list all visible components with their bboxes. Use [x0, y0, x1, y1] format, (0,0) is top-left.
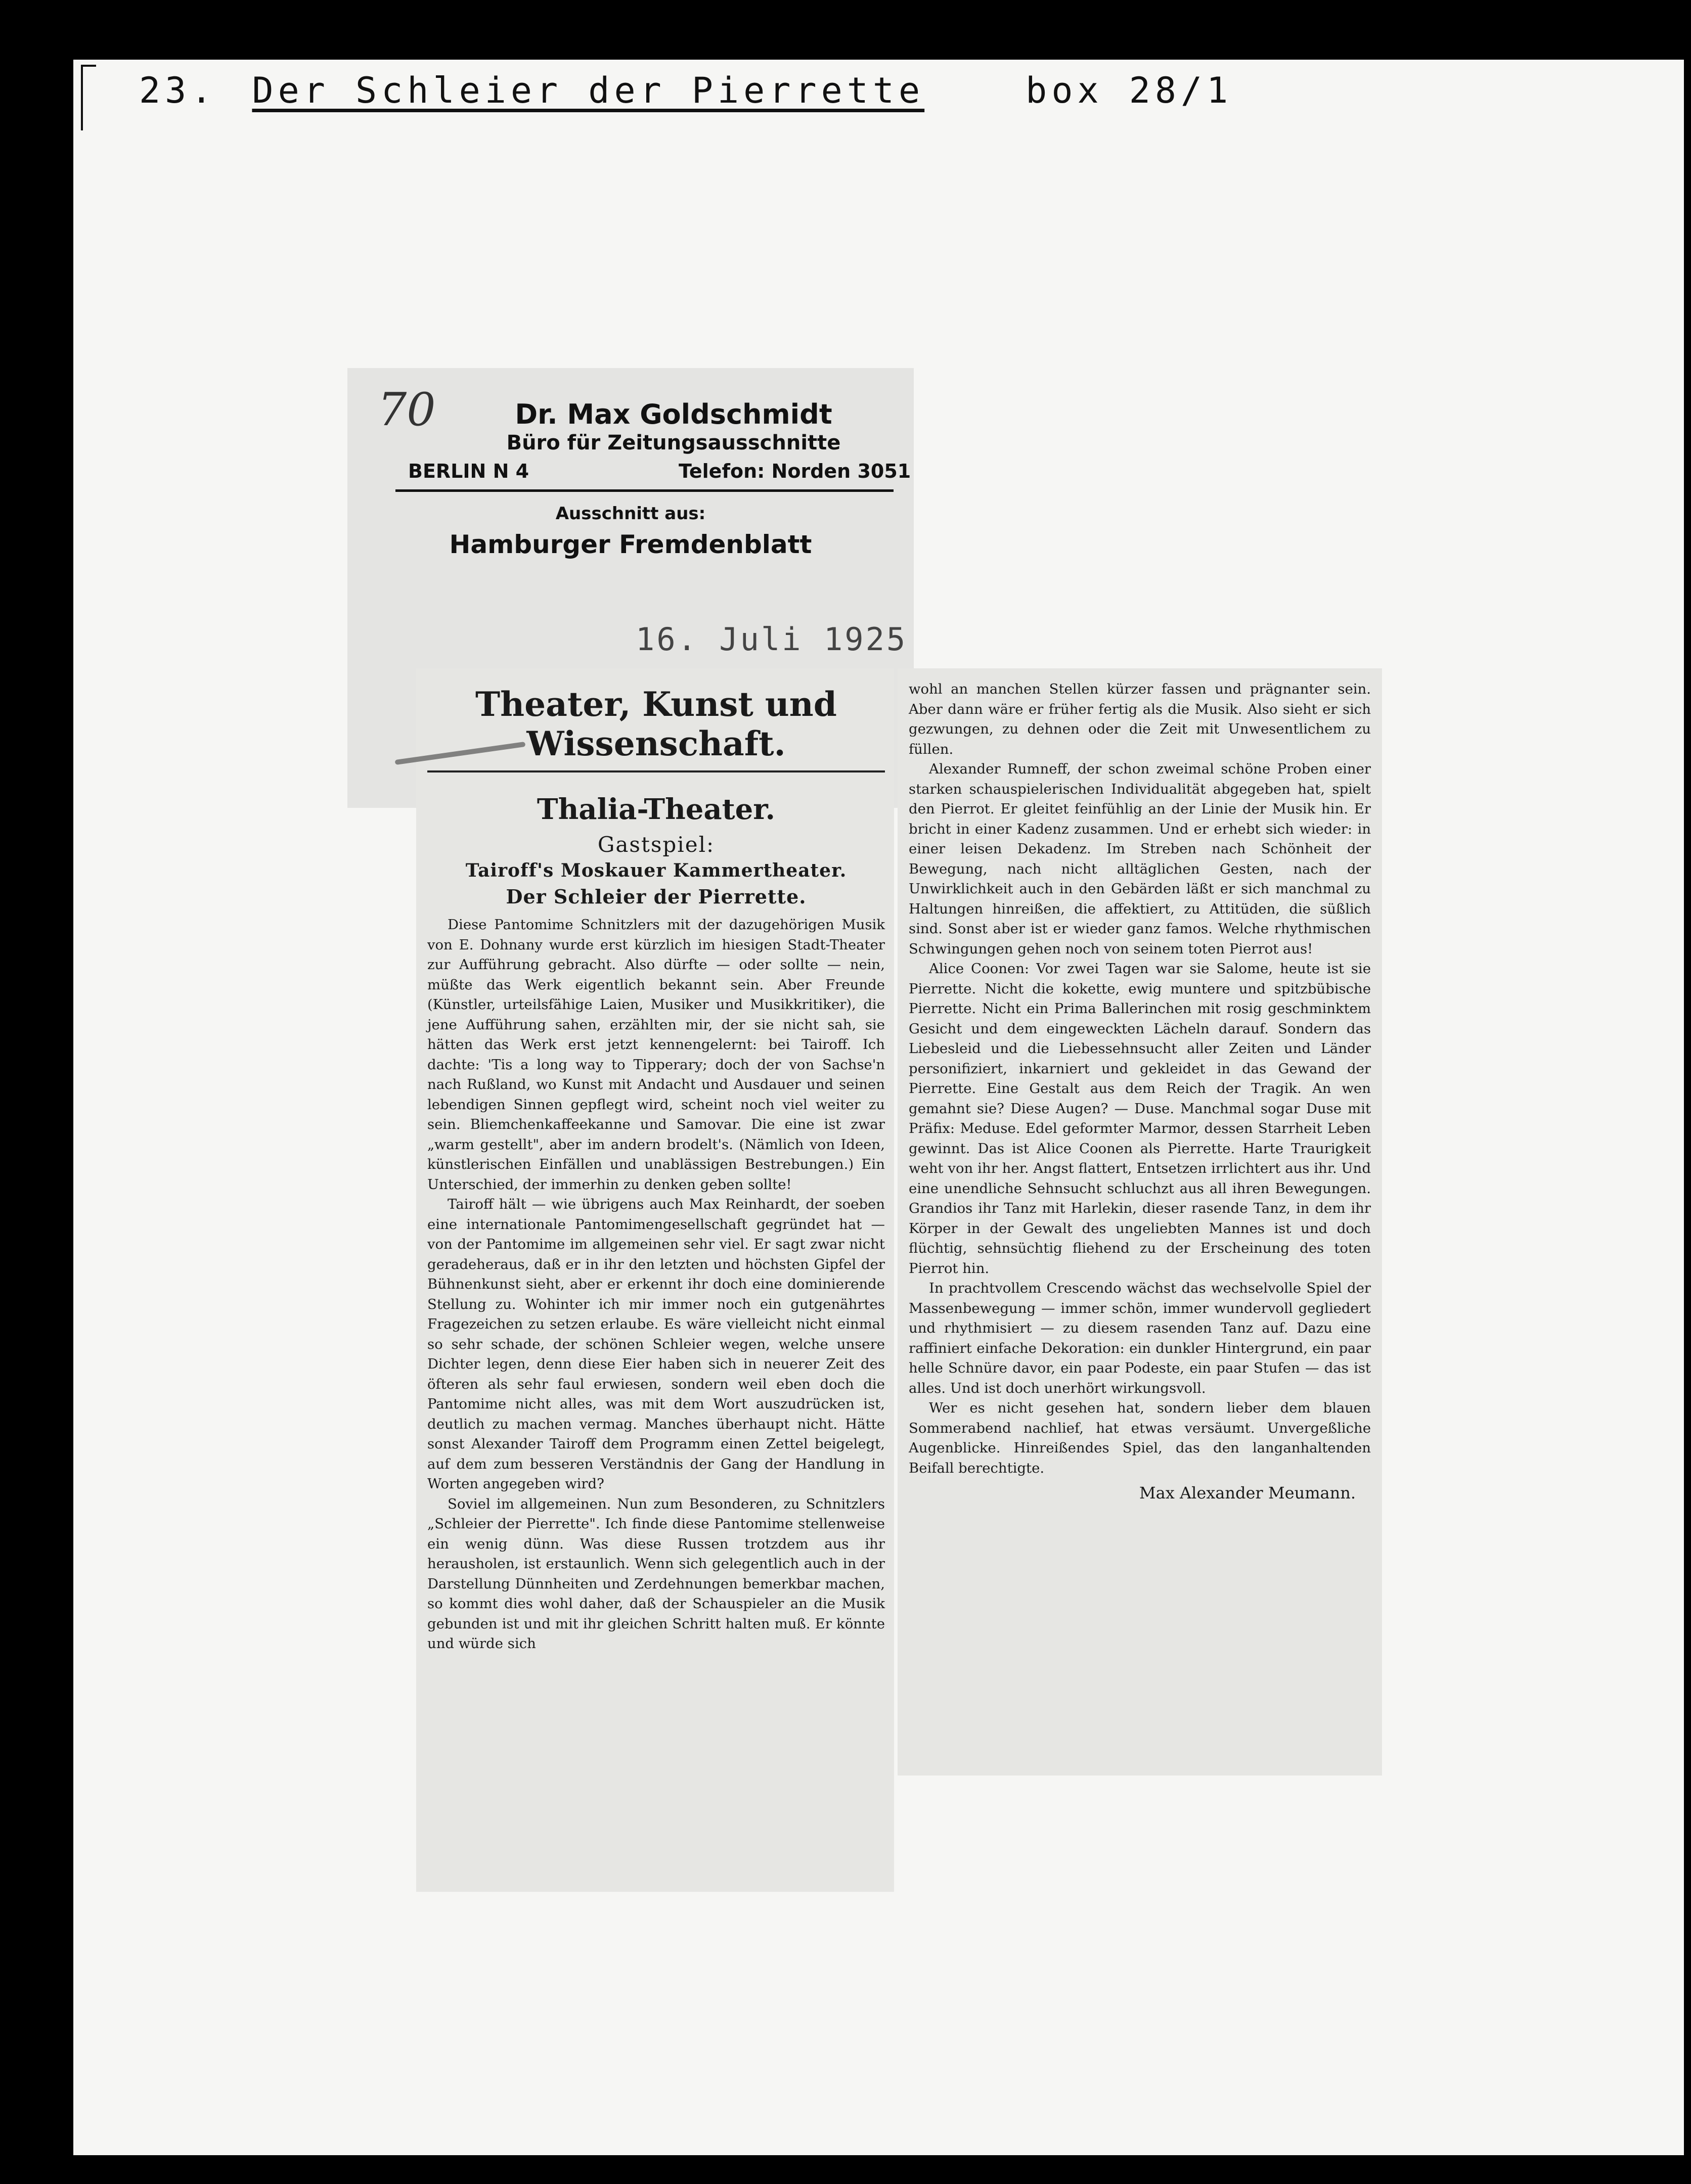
ensemble-heading: Tairoff's Moskauer Kammertheater.	[465, 860, 847, 881]
piece-heading: Der Schleier der Pierrette.	[506, 885, 807, 908]
article-paragraph: Diese Pantomime Schnitzlers mit der dazugehörigen Musik von E. Dohnany wurde erst kürzlich im hiesigen Stadt-Theater zur Aufführung gebracht. Also dürfte — oder sollte — nein, müßte das Werk eigentlich bekannt sein. Aber Freunde (Künstler, urteilsfähige Laien, Musiker und Musikkritiker), die jene Aufführung sahen, erzählten mir, der sie nicht sah, sie hätten das Werk erst jetzt kennengelernt: bei Tairoff. Ich dachte: 'Tis a long way to Tipperary; doch der von Sachse'n nach Rußland, wo Kunst mit Andacht und Ausdauer und seinen lebendigen Sinnen gepflegt wird, scheint noch viel weiter zu sein. Bliemchenkaffeekanne und Samovar. Die eine ist zwar „warm gestellt", aber im andern brodelt's. (Nämlich von Ideen, künstlerischen Einfällen und unablässigen Bestrebungen.) Ein Unterschied, der immerhin zu denken geben sollte!	[427, 917, 885, 1193]
article-column-right	[898, 668, 1382, 1776]
article-paragraph: Alexander Rumneff, der schon zweimal schöne Proben einer starken schauspielerischen Individualität abgegeben hat, spielt den Pierrot. Er gleitet feinfühlig an der Linie der Musik hin. Er bricht in einer Kadenz zusammen. Und er erhebt sich wieder: in einer leisen Dekadenz. Im Streben nach Schönheit der Bewegung, nach nicht alltäglichen Gesten, nach der Unwirklichkeit auch in den Gebärden läßt er sich manchmal zu Haltungen hinreißen, die affektiert, zu Attitüden, die süßlich sind. Sonst aber ist er wieder ganz famos. Welche rhythmischen Schwingungen gehen noch von seinem toten Pierrot aus!	[909, 761, 1371, 957]
newspaper-name: Hamburger Fremdenblatt	[449, 530, 812, 559]
agency-city: BERLIN N 4	[408, 460, 529, 482]
section-heading: Theater, Kunst und Wissenschaft.	[427, 685, 885, 772]
item-title: Der Schleier der Pierrette	[252, 70, 925, 111]
article-paragraph: wohl an manchen Stellen kürzer fassen und prägnanter sein. Aber dann wäre er früher fertig als die Musik. Also sieht er sich gezwungen, zu dehnen oder die Zeit mit Unwesentlichem zu füllen.	[909, 681, 1371, 757]
theater-heading: Thalia-Theater.	[537, 793, 776, 826]
corner-mark	[81, 65, 83, 130]
corner-mark-top	[81, 65, 96, 67]
agency-subtitle: Büro für Zeitungsausschnitte	[506, 431, 841, 454]
article-paragraph: Tairoff hält — wie übrigens auch Max Reinhardt, der soeben eine internationale Pantomimengesellschaft gegründet hat — von der Pantomime im allgemeinen sehr viel. Er sagt zwar nicht geradeheraus, daß er in ihr den letzten und höchsten Gipfel der Bühnenkunst sieht, aber er erkennt ihr doch eine dominierende Stellung zu. Wohinter ich mir immer noch ein gutgenährtes Fragezeichen zu setzen erlaube. Es wäre vielleicht nicht einmal so sehr schade, der schönen Schleier wegen, welche unsere Dichter legen, denn diese Eier haben sich in neuerer Zeit des öfteren als sehr faul erwiesen, sondern weil eben doch die Pantomime nicht alles, was mit dem Wort auszudrücken ist, deutlich zu machen vermag. Manches überhaupt nicht. Hätte sonst Alexander Tairoff dem Programm einen Zettel beigelegt, auf dem zum besseren Verständnis der Gang der Handlung in Worten angegeben wird?	[427, 1196, 885, 1492]
article-paragraph: Wer es nicht gesehen hat, sondern lieber dem blauen Sommerabend nachlief, hat etwas versäumt. Unvergeßliche Augenblicke. Hinreißendes Spiel, das den langanhaltenden Beifall berechtigte.	[909, 1400, 1371, 1476]
item-number: 23.	[139, 70, 217, 111]
article-paragraph: Soviel im allgemeinen. Nun zum Besonderen, zu Schnitzlers „Schleier der Pierrette". Ich finde diese Pantomime stellenweise ein wenig dünn. Was diese Russen trotzdem aus ihr herausholen, ist erstaunlich. Wenn sich gelegentlich auch in der Darstellung Dünnheiten und Zerdehnungen bemerkbar machen, so kommt dies wohl daher, daß der Schauspieler an die Musik gebunden ist und mit ihr gleichen Schritt halten muß. Er könnte und würde sich	[427, 1495, 885, 1652]
agency-phone: Telefon: Norden 3051	[679, 460, 911, 482]
handwritten-number: 70	[378, 383, 436, 436]
article-paragraph: In prachtvollem Crescendo wächst das wechselvolle Spiel der Massenbewegung — immer schön, immer wundervoll gegliedert und rhythmisiert — zu diesem rasenden Tanz auf. Dazu eine raffiniert einfache Dekoration: ein dunkler Hintergrund, ein paar helle Schnüre davor, ein paar Podeste, ein paar Stufen — das ist alles. Und ist doch unerhört wirkungsvoll.	[909, 1280, 1371, 1396]
date-stamp: 16. Juli 1925	[636, 621, 908, 658]
gastspiel-heading: Gastspiel:	[597, 832, 715, 857]
article-paragraph: Alice Coonen: Vor zwei Tagen war sie Salome, heute ist sie Pierrette. Nicht die kokette, ewig muntere und spitzbübische Pierrette. Nicht ein Prima Ballerinchen mit rosig geschminktem Gesicht und dem eingeweckten Lächeln darauf. Sondern das Liebesleid und die Liebessehnsucht aller Zeiten und Länder personifiziert, inkarniert und gekleidet in das Gewand der Pierrette. Eine Gestalt aus dem Reich der Tragik. An wen gemahnt sie? Diese Augen? — Duse. Manchmal sogar Duse mit Präfix: Meduse. Edel geformter Marmor, dessen Starrheit Leben gewinnt. Das ist Alice Coonen als Pierrette. Harte Traurigkeit weht von ihr her. Angst flattert, Entsetzen irrlichtert aus ihr. Und eine unendliche Sehnsucht schluchzt aus all ihren Bewegungen. Grandios ihr Tanz mit Harlekin, dieser rasende Tanz, in dem ihr Körper in der Gewalt des ungeliebten Mannes ist und doch flüchtig, sehnsüchtig fliehend zu der Erscheinung des toten Pierrot hin.	[909, 961, 1371, 1277]
article-column-left	[416, 668, 894, 1892]
agency-name: Dr. Max Goldschmidt	[515, 398, 832, 430]
box-number: box 28/1	[1026, 70, 1233, 111]
stamp-rule	[395, 489, 894, 492]
author-byline: Max Alexander Meumann.	[1139, 1483, 1356, 1503]
clipping-label: Ausschnitt aus:	[555, 504, 706, 524]
archive-header	[139, 70, 1232, 111]
